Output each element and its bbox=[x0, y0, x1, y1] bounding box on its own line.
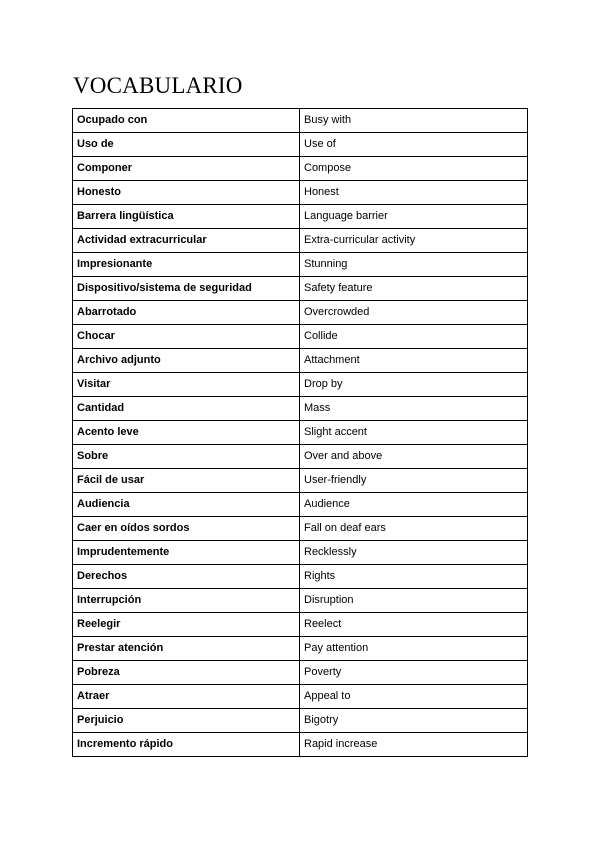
english-translation: Safety feature bbox=[300, 277, 528, 301]
spanish-term: Reelegir bbox=[73, 613, 300, 637]
spanish-term: Actividad extracurricular bbox=[73, 229, 300, 253]
english-translation: Overcrowded bbox=[300, 301, 528, 325]
spanish-term: Ocupado con bbox=[73, 109, 300, 133]
spanish-term: Cantidad bbox=[73, 397, 300, 421]
spanish-term: Sobre bbox=[73, 445, 300, 469]
english-translation: Use of bbox=[300, 133, 528, 157]
spanish-term: Fácil de usar bbox=[73, 469, 300, 493]
english-translation: Honest bbox=[300, 181, 528, 205]
english-translation: Appeal to bbox=[300, 685, 528, 709]
table-row bbox=[73, 733, 528, 757]
spanish-term: Atraer bbox=[73, 685, 300, 709]
spanish-term: Componer bbox=[73, 157, 300, 181]
table-row bbox=[73, 349, 528, 373]
english-translation: Bigotry bbox=[300, 709, 528, 733]
english-translation: Pay attention bbox=[300, 637, 528, 661]
spanish-term: Barrera lingüística bbox=[73, 205, 300, 229]
spanish-term: Acento leve bbox=[73, 421, 300, 445]
table-row bbox=[73, 565, 528, 589]
spanish-term: Derechos bbox=[73, 565, 300, 589]
english-translation: User-friendly bbox=[300, 469, 528, 493]
spanish-term: Prestar atención bbox=[73, 637, 300, 661]
spanish-term: Imprudentemente bbox=[73, 541, 300, 565]
english-translation: Rights bbox=[300, 565, 528, 589]
spanish-term: Caer en oídos sordos bbox=[73, 517, 300, 541]
english-translation: Audience bbox=[300, 493, 528, 517]
english-translation: Busy with bbox=[300, 109, 528, 133]
english-translation: Drop by bbox=[300, 373, 528, 397]
table-row bbox=[73, 613, 528, 637]
english-translation: Attachment bbox=[300, 349, 528, 373]
table-row bbox=[73, 493, 528, 517]
table-row bbox=[73, 133, 528, 157]
vocabulary-table-body bbox=[73, 109, 528, 757]
spanish-term: Incremento rápido bbox=[73, 733, 300, 757]
english-translation: Disruption bbox=[300, 589, 528, 613]
table-row bbox=[73, 661, 528, 685]
english-translation: Slight accent bbox=[300, 421, 528, 445]
spanish-term: Visitar bbox=[73, 373, 300, 397]
spanish-term: Interrupción bbox=[73, 589, 300, 613]
page-title: VOCABULARIO bbox=[73, 73, 243, 98]
spanish-term: Pobreza bbox=[73, 661, 300, 685]
spanish-term: Perjuicio bbox=[73, 709, 300, 733]
table-row bbox=[73, 157, 528, 181]
vocabulary-table bbox=[72, 108, 528, 757]
english-translation: Compose bbox=[300, 157, 528, 181]
spanish-term: Impresionante bbox=[73, 253, 300, 277]
table-row bbox=[73, 589, 528, 613]
english-translation: Recklessly bbox=[300, 541, 528, 565]
table-row bbox=[73, 709, 528, 733]
english-translation: Stunning bbox=[300, 253, 528, 277]
table-row bbox=[73, 205, 528, 229]
english-translation: Extra-curricular activity bbox=[300, 229, 528, 253]
english-translation: Poverty bbox=[300, 661, 528, 685]
spanish-term: Dispositivo/sistema de seguridad bbox=[73, 277, 300, 301]
spanish-term: Abarrotado bbox=[73, 301, 300, 325]
table-row bbox=[73, 325, 528, 349]
spanish-term: Uso de bbox=[73, 133, 300, 157]
spanish-term: Archivo adjunto bbox=[73, 349, 300, 373]
english-translation: Reelect bbox=[300, 613, 528, 637]
english-translation: Fall on deaf ears bbox=[300, 517, 528, 541]
table-row bbox=[73, 301, 528, 325]
table-row bbox=[73, 373, 528, 397]
english-translation: Rapid increase bbox=[300, 733, 528, 757]
english-translation: Collide bbox=[300, 325, 528, 349]
table-row bbox=[73, 541, 528, 565]
english-translation: Over and above bbox=[300, 445, 528, 469]
table-row bbox=[73, 445, 528, 469]
english-translation: Language barrier bbox=[300, 205, 528, 229]
spanish-term: Honesto bbox=[73, 181, 300, 205]
spanish-term: Audiencia bbox=[73, 493, 300, 517]
table-row bbox=[73, 229, 528, 253]
spanish-term: Chocar bbox=[73, 325, 300, 349]
table-row bbox=[73, 637, 528, 661]
table-row bbox=[73, 469, 528, 493]
table-row bbox=[73, 181, 528, 205]
table-row bbox=[73, 397, 528, 421]
table-row bbox=[73, 421, 528, 445]
table-row bbox=[73, 277, 528, 301]
table-row bbox=[73, 109, 528, 133]
table-row bbox=[73, 253, 528, 277]
english-translation: Mass bbox=[300, 397, 528, 421]
table-row bbox=[73, 685, 528, 709]
table-row bbox=[73, 517, 528, 541]
